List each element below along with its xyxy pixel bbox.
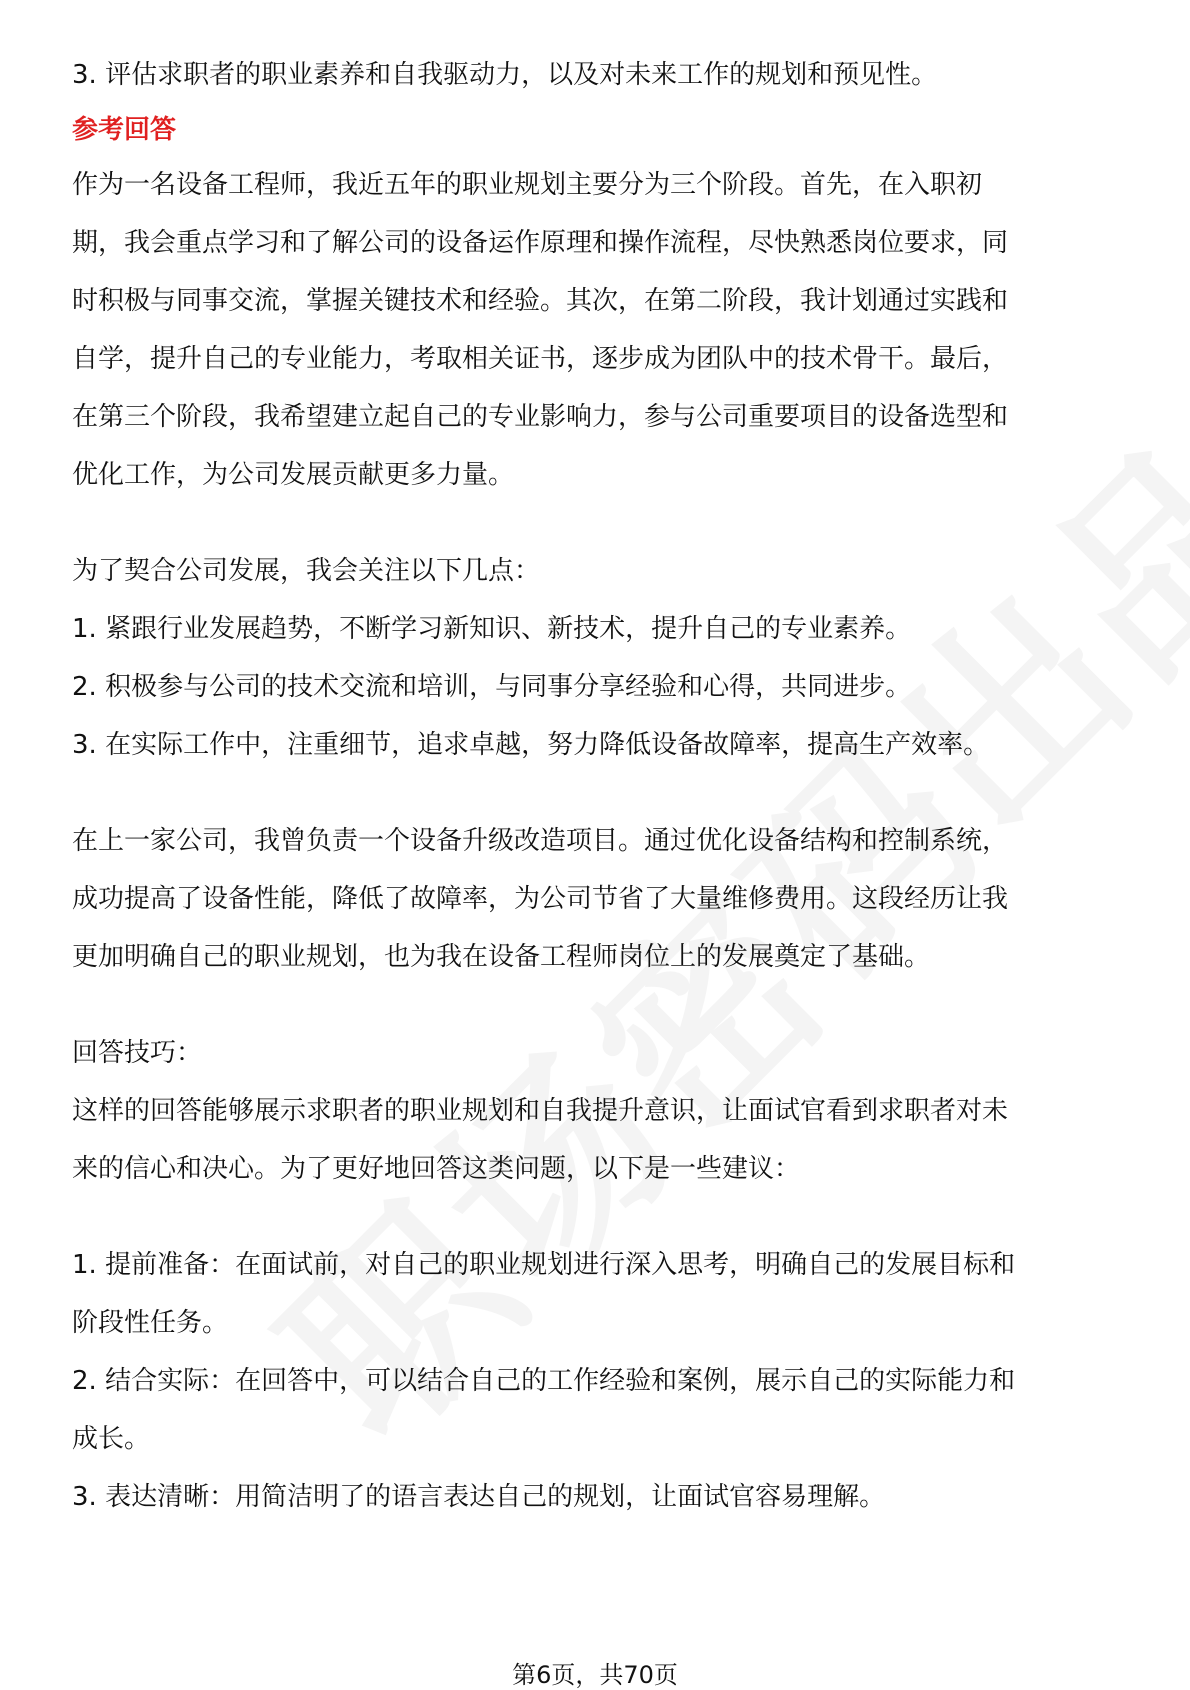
answer-line: 作为一名设备工程师，我近五年的职业规划主要分为三个阶段。首先，在入职初	[72, 170, 983, 200]
experience-line: 成功提高了设备性能，降低了故障率，为公司节省了大量维修费用。这段经历让我	[72, 884, 1009, 914]
experience-line: 更加明确自己的职业规划，也为我在设备工程师岗位上的发展奠定了基础。	[72, 942, 931, 972]
focus-item: 2. 积极参与公司的技术交流和培训，与同事分享经验和心得，共同进步。	[72, 672, 912, 702]
tips-list	[72, 1236, 1122, 1526]
answer-paragraph	[72, 156, 1122, 504]
focus-item: 1. 紧跟行业发展趋势，不断学习新知识、新技术，提升自己的专业素养。	[72, 614, 912, 644]
tips-item-line: 2. 结合实际：在回答中，可以结合自己的工作经验和案例，展示自己的实际能力和	[72, 1366, 1016, 1396]
tips-intro-line: 这样的回答能够展示求职者的职业规划和自我提升意识，让面试官看到求职者对未	[72, 1096, 1009, 1126]
tips-intro-line: 来的信心和决心。为了更好地回答这类问题，以下是一些建议：	[72, 1154, 801, 1184]
answer-line: 自学，提升自己的专业能力，考取相关证书，逐步成为团队中的技术骨干。最后，	[72, 344, 1009, 374]
question-aspect-3: 3. 评估求职者的职业素养和自我驱动力，以及对未来工作的规划和预见性。	[72, 60, 938, 90]
page-content	[72, 46, 1122, 1526]
spacer	[72, 1198, 1122, 1236]
answer-line: 优化工作，为公司发展贡献更多力量。	[72, 460, 515, 490]
page-number-footer: 第6页，共70页	[512, 1661, 678, 1689]
tips-title: 回答技巧：	[72, 1038, 203, 1068]
answer-line: 期，我会重点学习和了解公司的设备运作原理和操作流程，尽快熟悉岗位要求，同	[72, 228, 1009, 258]
reference-answer-heading: 参考回答	[72, 115, 177, 145]
answer-line: 时积极与同事交流，掌握关键技术和经验。其次，在第二阶段，我计划通过实践和	[72, 286, 1009, 316]
answer-line: 在第三个阶段，我希望建立起自己的专业影响力，参与公司重要项目的设备选型和	[72, 402, 1009, 432]
tips-item-line: 3. 表达清晰：用简洁明了的语言表达自己的规划，让面试官容易理解。	[72, 1482, 886, 1512]
experience-paragraph	[72, 812, 1122, 986]
experience-line: 在上一家公司，我曾负责一个设备升级改造项目。通过优化设备结构和控制系统，	[72, 826, 1009, 856]
focus-item: 3. 在实际工作中，注重细节，追求卓越，努力降低设备故障率，提高生产效率。	[72, 730, 990, 760]
tips-item-line: 1. 提前准备：在面试前，对自己的职业规划进行深入思考，明确自己的发展目标和	[72, 1250, 1016, 1280]
tips-item-line: 成长。	[72, 1424, 151, 1454]
focus-intro: 为了契合公司发展，我会关注以下几点：	[72, 556, 541, 586]
tips-intro	[72, 1082, 1122, 1198]
spacer	[72, 504, 1122, 542]
spacer	[72, 986, 1122, 1024]
tips-item-line: 阶段性任务。	[72, 1308, 229, 1338]
focus-list	[72, 600, 1122, 774]
spacer	[72, 774, 1122, 812]
